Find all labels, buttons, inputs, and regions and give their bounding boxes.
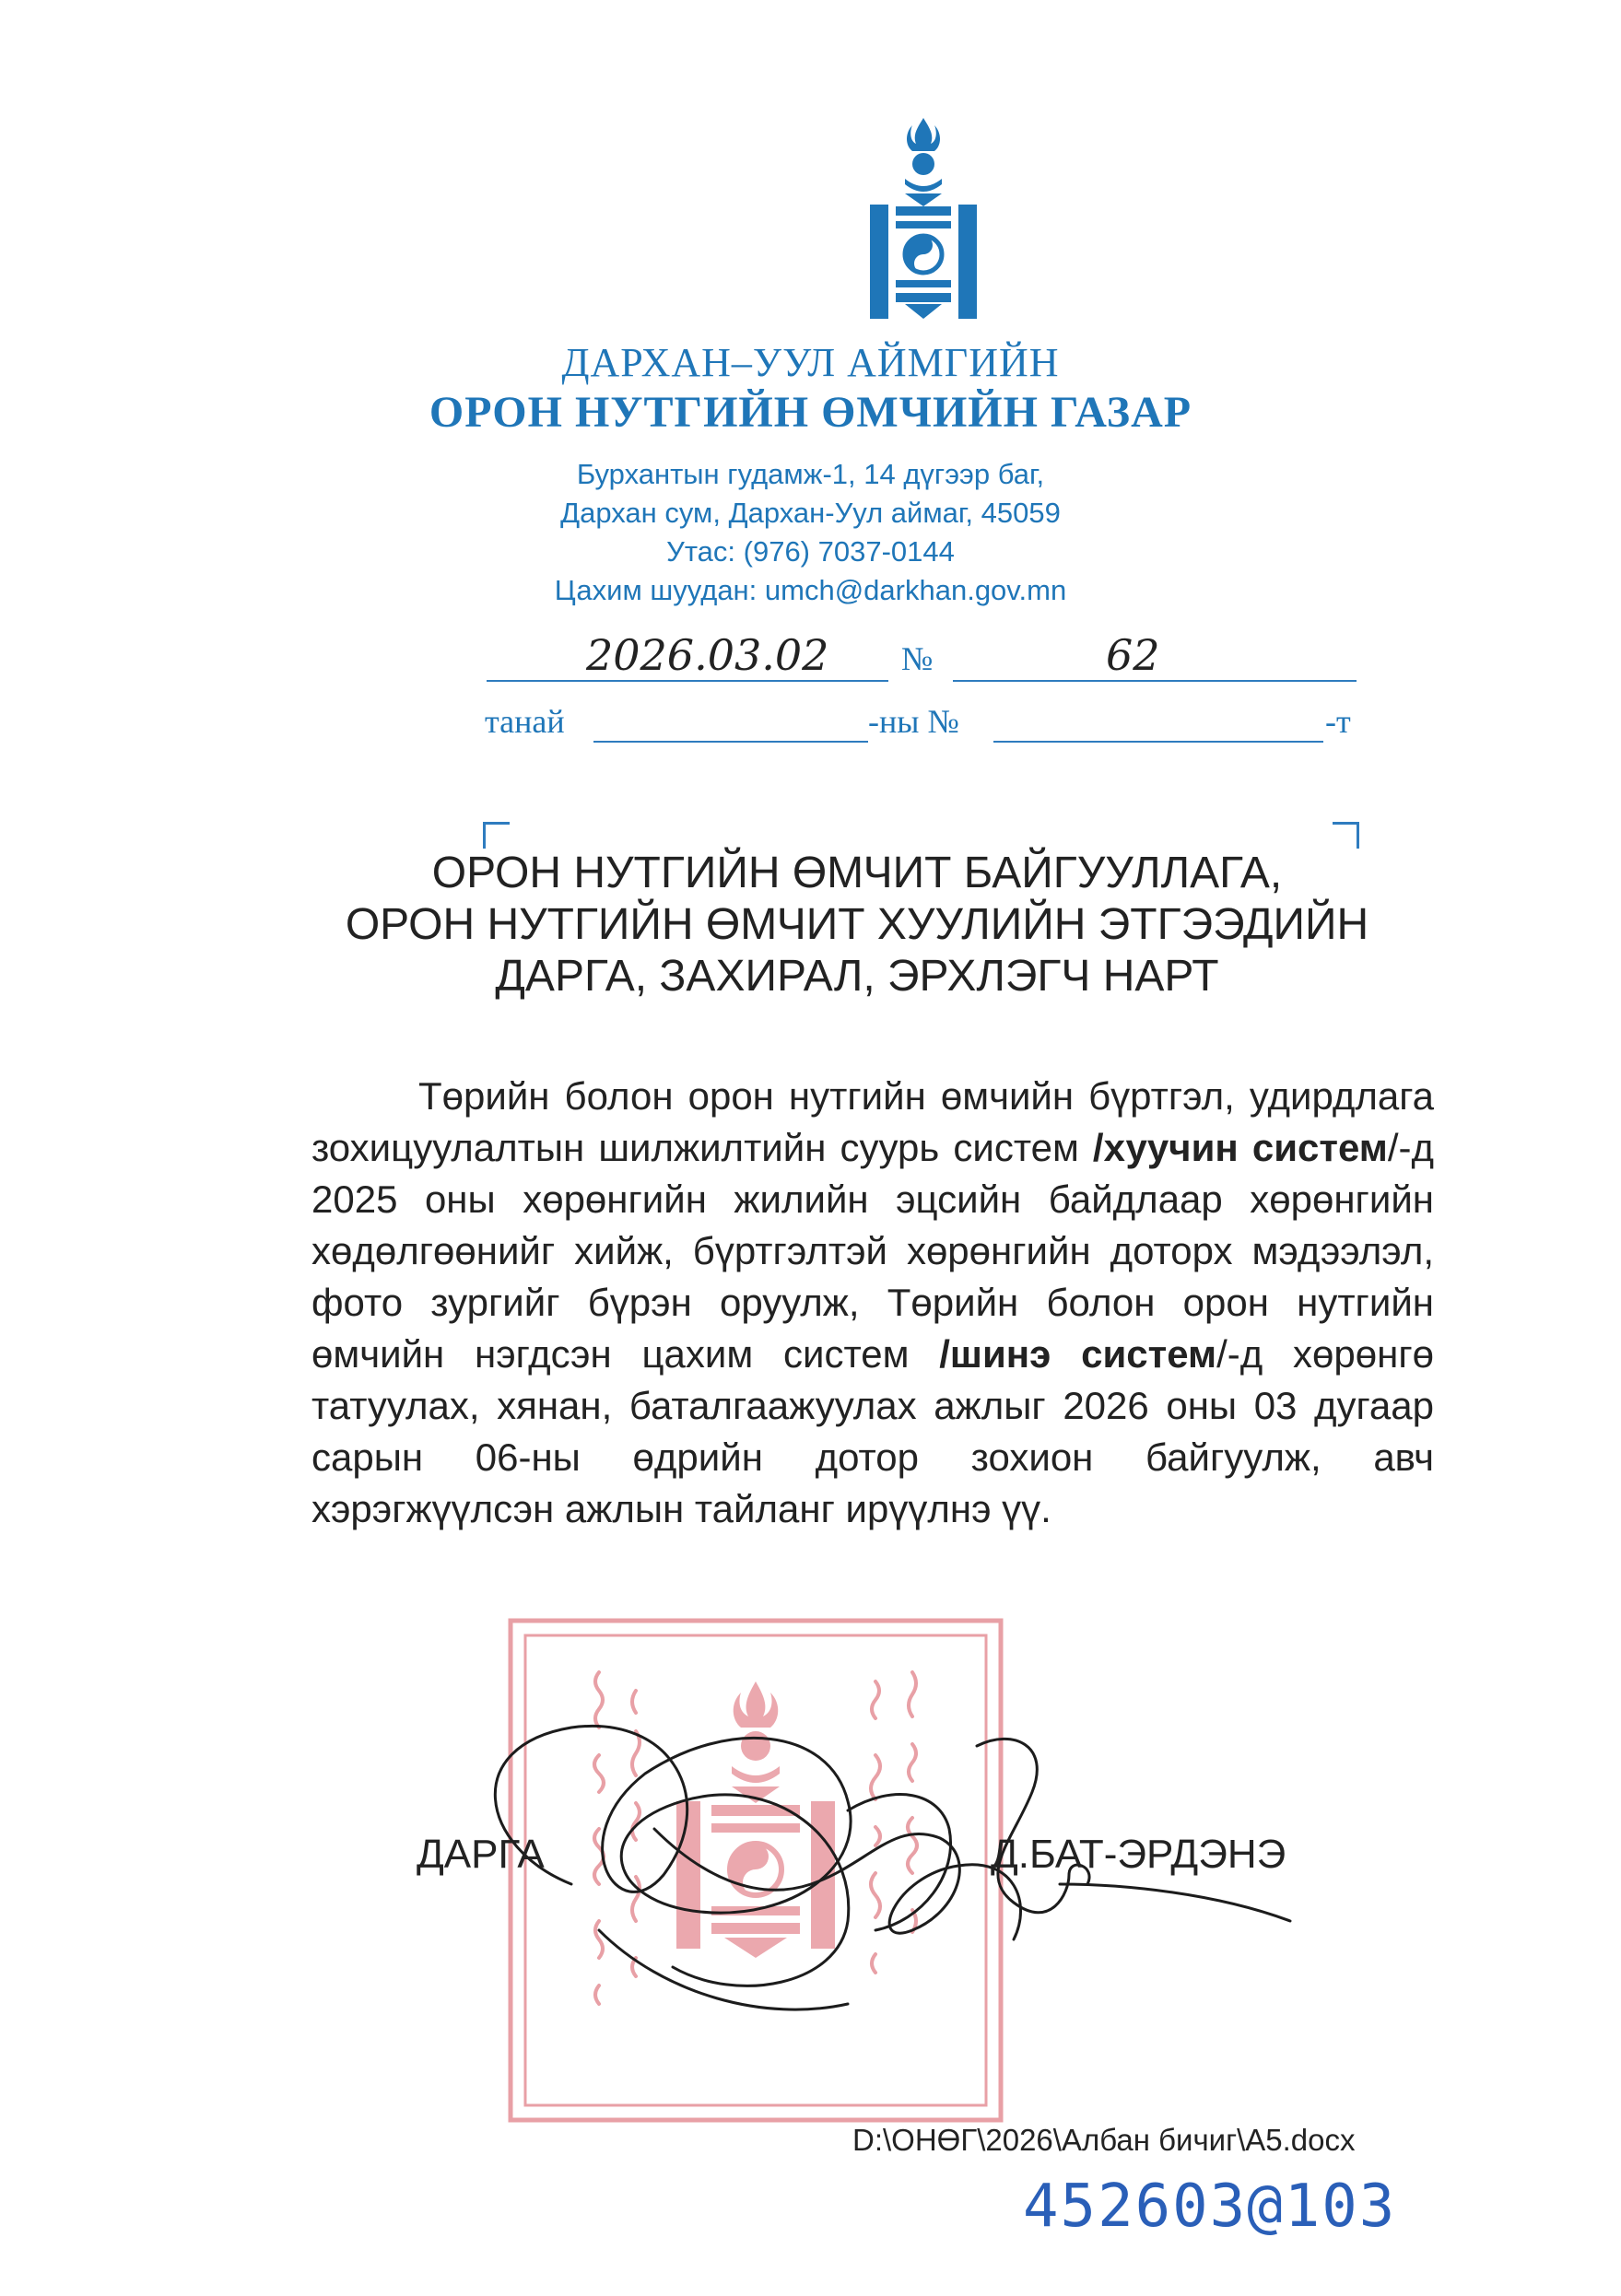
body-bold-new-system: /шинэ систем bbox=[939, 1332, 1217, 1376]
address-line-2: Дархан сум, Дархан-Уул аймаг, 45059 bbox=[560, 497, 1061, 529]
body-text-2: /-д 2025 оны хөрөнгийн жилийн эцсийн байдлаар хөрөнгийн хөдөлгөөнийг хийж, бүртгэлтэй хөрөнгийн доторх мэдээлэл, фото зургийг бүрэн оруулж, Төрийн болон орон нутгийн өмчийн нэгдсэн цахим систем bbox=[311, 1126, 1434, 1376]
body-text-3: /-д хөрөнгө татуулах, хянан, баталгаажуулах ажлыг 2026 оны 03 дугаар сарын 06-ны өдрийн дотор зохион байгуулж, авч хэрэгжүүлсэн ажлын тайланг ирүүлнэ үү. bbox=[311, 1332, 1434, 1530]
number-underline bbox=[953, 680, 1357, 682]
reply-date-underline bbox=[593, 741, 868, 743]
reply-number-underline bbox=[993, 741, 1323, 743]
reply-suffix: -т bbox=[1325, 703, 1351, 740]
addressee-line-2: ОРОН НУТГИЙН ӨМЧИТ ХУУЛИЙН ЭТГЭЭДИЙН bbox=[345, 900, 1369, 949]
number-label: № bbox=[901, 640, 934, 677]
organization-region: ДАРХАН–УУЛ АЙМГИЙН bbox=[561, 340, 1060, 385]
addressee-line-3: ДАРГА, ЗАХИРАЛ, ЭРХЛЭГЧ НАРТ bbox=[495, 952, 1219, 1001]
signatory-title: ДАРГА bbox=[417, 1832, 545, 1877]
addressee-block bbox=[276, 848, 1438, 1002]
body-text-1: Төрийн болон орон нутгийн өмчийн бүртгэл, удирдлага зохицуулалтын шилжилтийн суурь систем bbox=[311, 1074, 1434, 1169]
reply-prefix: танай bbox=[485, 703, 565, 740]
addressee-line-1: ОРОН НУТГИЙН ӨМЧИТ БАЙГУУЛЛАГА, bbox=[431, 849, 1283, 897]
letter-number: 62 bbox=[1106, 630, 1160, 680]
signatory-name: Д.БАТ-ЭРДЭНЭ bbox=[991, 1832, 1286, 1877]
letter-body bbox=[311, 1071, 1434, 1535]
addressee-bracket-right bbox=[1333, 822, 1359, 849]
organization-name: ОРОН НУТГИЙН ӨМЧИЙН ГАЗАР bbox=[429, 388, 1192, 437]
date-underline bbox=[487, 680, 888, 682]
registration-number-stamp: 452603@103 bbox=[1023, 2173, 1397, 2241]
addressee-bracket-left bbox=[483, 822, 510, 849]
soyombo-emblem-icon bbox=[870, 118, 977, 319]
reply-mid: -ны № bbox=[868, 703, 959, 740]
address-line-1: Бурхантын гудамж-1, 14 дүгээр баг, bbox=[576, 458, 1045, 490]
document-file-path: D:\ОНӨГ\2026\Албан бичиг\А5.docx bbox=[852, 2123, 1356, 2157]
body-bold-old-system: /хуучин систем bbox=[1092, 1126, 1388, 1169]
email-address: Цахим шуудан: umch@darkhan.gov.mn bbox=[554, 574, 1067, 606]
phone-number: Утас: (976) 7037-0144 bbox=[666, 535, 955, 568]
letter-date: 2026.03.02 bbox=[586, 630, 829, 680]
